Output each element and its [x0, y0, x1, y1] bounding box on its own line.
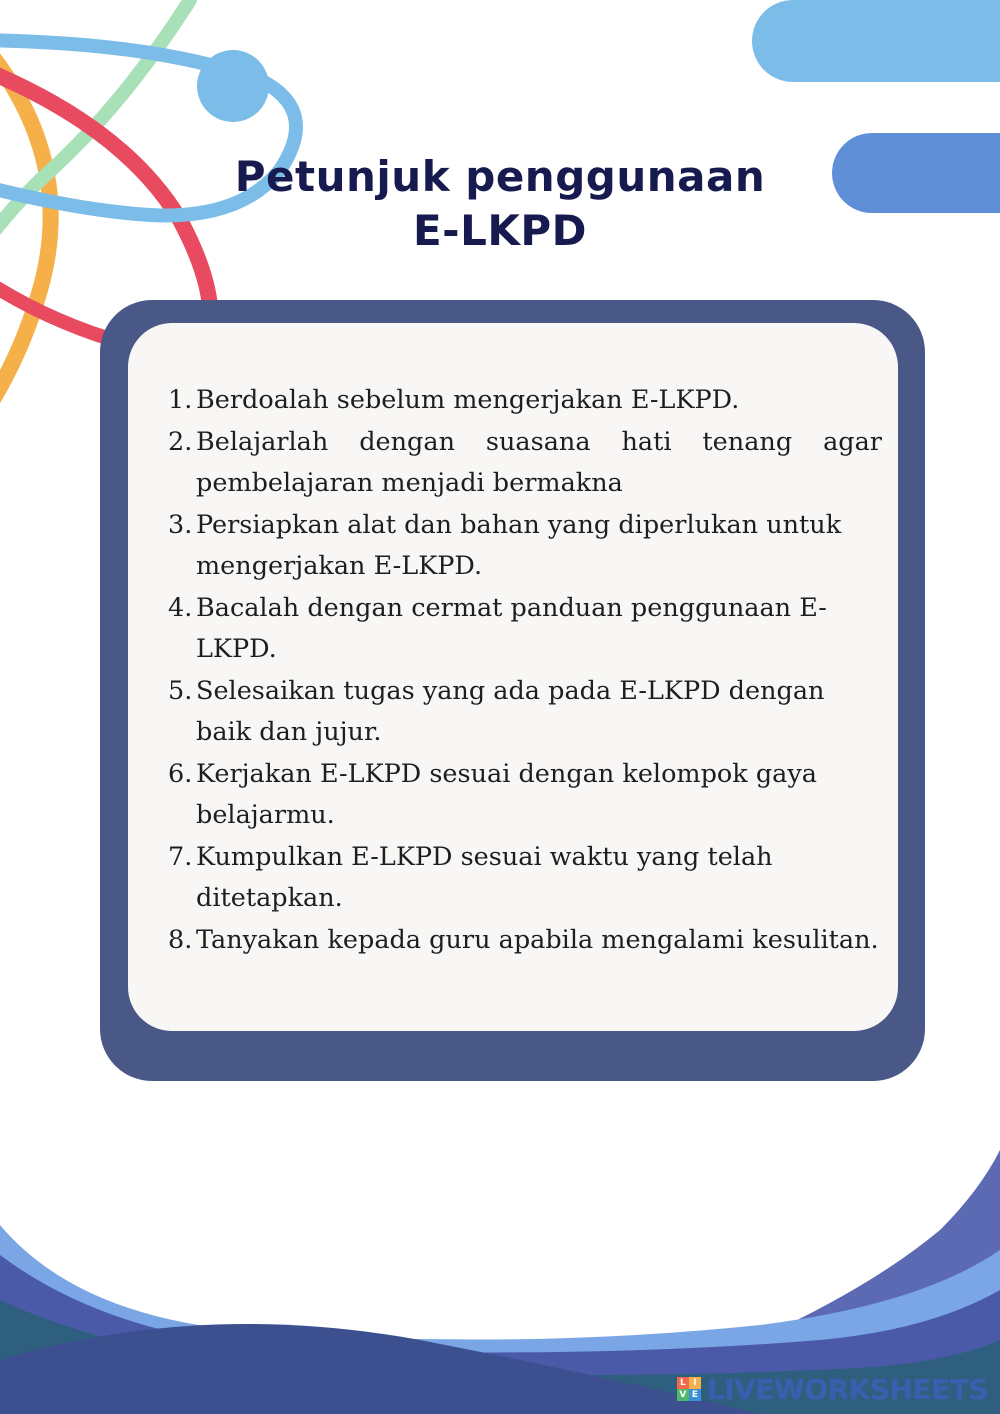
instruction-number: 8. — [168, 924, 193, 955]
instruction-text: Tanyakan kepada guru apabila mengalami kesulitan. — [196, 924, 879, 955]
instruction-item-3 — [168, 505, 882, 588]
instruction-text: Kerjakan E-LKPD sesuai dengan kelompok gaya belajarmu. — [196, 758, 817, 830]
liveworksheets-logo-icon — [677, 1377, 701, 1401]
blue-orbit-node — [197, 50, 269, 122]
instruction-text: Bacalah dengan cermat panduan penggunaan E-LKPD. — [196, 592, 827, 664]
page-title — [0, 150, 1000, 258]
instruction-text: Persiapkan alat dan bahan yang diperlukan untuk mengerjakan E-LKPD. — [196, 509, 842, 581]
instruction-item-5 — [168, 671, 882, 754]
instruction-number: 7. — [168, 841, 193, 872]
title-line-2: E-LKPD — [412, 206, 588, 255]
instruction-number: 3. — [168, 509, 193, 540]
instruction-item-8 — [168, 920, 882, 962]
instruction-item-7 — [168, 837, 882, 920]
instruction-number: 1. — [168, 385, 193, 415]
instruction-number: 2. — [168, 426, 193, 457]
instruction-text: Selesaikan tugas yang ada pada E-LKPD dengan baik dan jujur. — [196, 675, 825, 747]
instruction-text: Berdoalah sebelum mengerjakan E-LKPD. — [196, 385, 740, 415]
instruction-item-4 — [168, 588, 882, 671]
logo-letter: L — [677, 1377, 689, 1389]
instruction-number: 4. — [168, 592, 193, 623]
instruction-item-6 — [168, 754, 882, 837]
light-blue-pill — [752, 0, 1000, 82]
instructions-list — [168, 380, 882, 961]
instruction-item-1 — [168, 380, 882, 422]
watermark-text: LIVEWORKSHEETS — [706, 1372, 988, 1406]
logo-letter: E — [689, 1389, 701, 1401]
instruction-text: Kumpulkan E-LKPD sesuai waktu yang telah ditetapkan. — [196, 841, 773, 913]
title-line-1: Petunjuk penggunaan — [234, 152, 766, 201]
liveworksheets-watermark[interactable] — [677, 1372, 988, 1406]
instruction-text: Belajarlah dengan suasana hati tenang agar pembelajaran menjadi bermakna — [196, 426, 882, 498]
instruction-item-2 — [168, 422, 882, 505]
instruction-number: 6. — [168, 758, 193, 789]
instruction-number: 5. — [168, 675, 193, 706]
logo-letter: I — [689, 1377, 701, 1389]
logo-letter: V — [677, 1389, 689, 1401]
